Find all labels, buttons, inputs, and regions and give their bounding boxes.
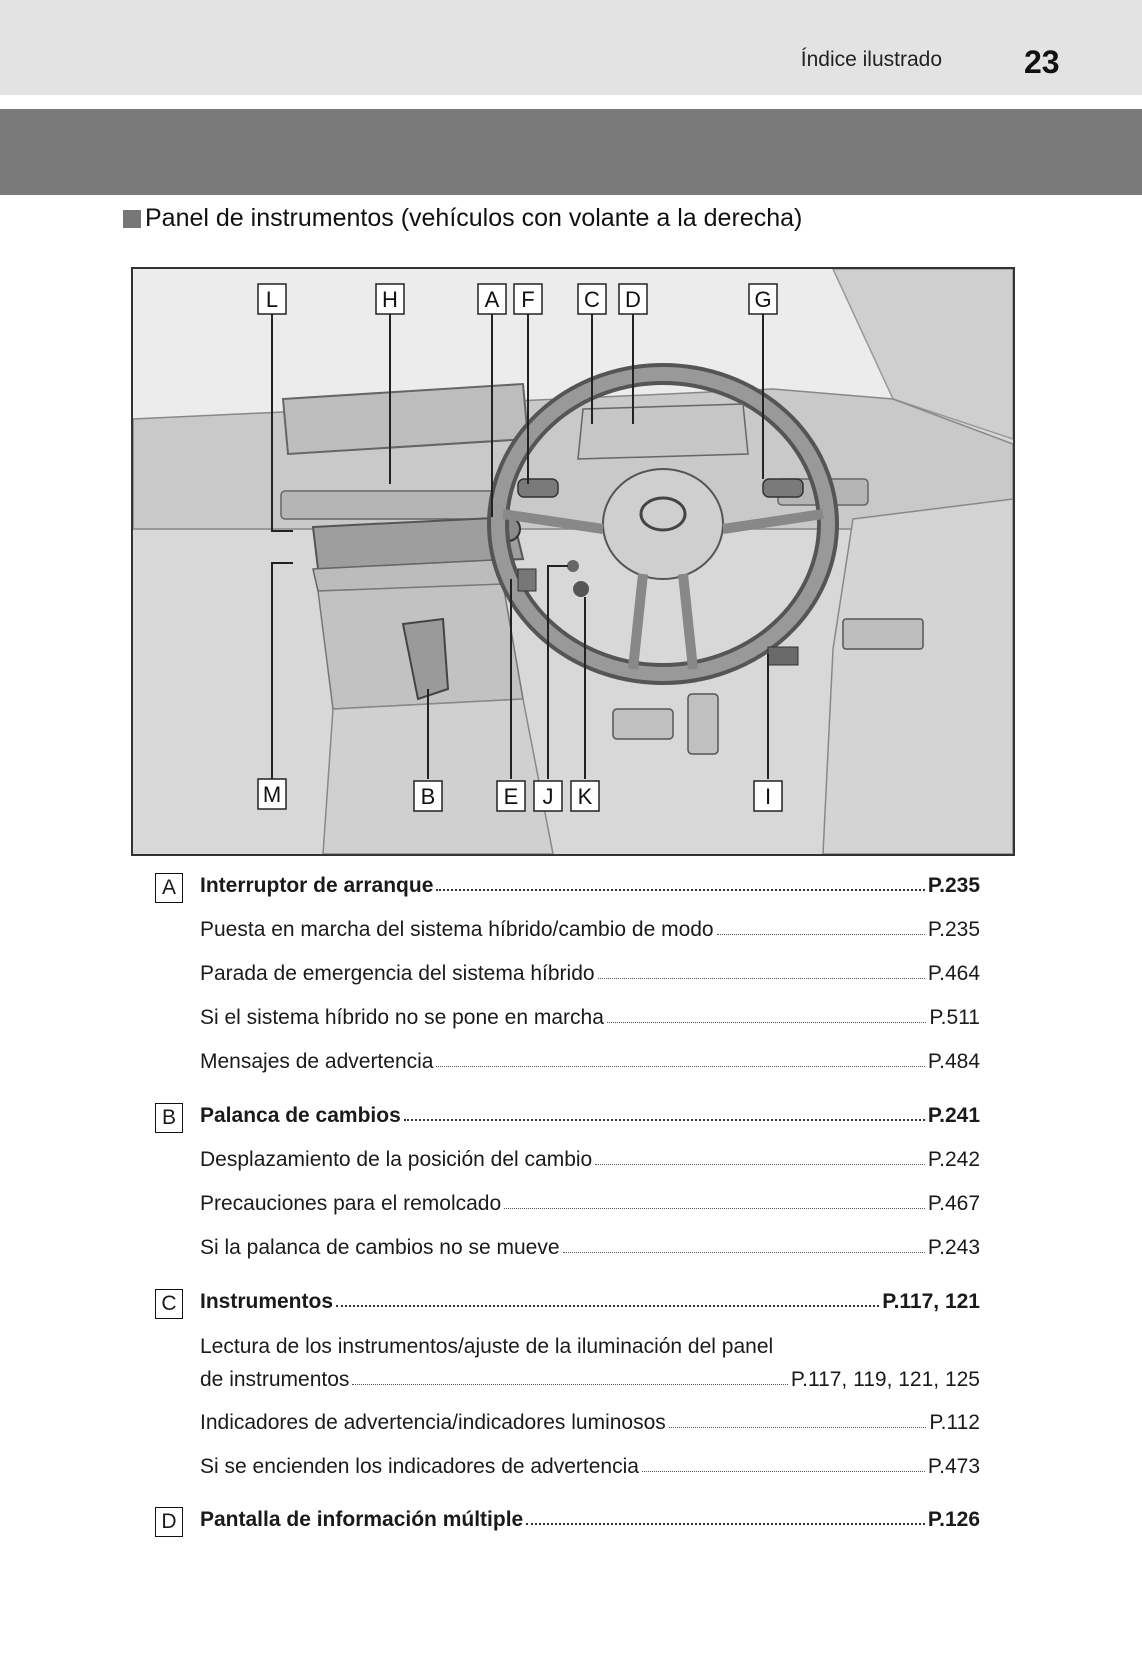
index-entry[interactable] [200,874,980,898]
dashboard-illustration [131,267,1015,856]
subentry-text-line2: de instrumentos [200,1368,350,1391]
entry-title: Instrumentos [200,1290,334,1313]
subentry-text: Indicadores de advertencia/indicadores luminosos [200,1411,666,1434]
dot-leader [607,1022,926,1023]
index-subentry[interactable] [200,1411,980,1435]
subentry-text: Si se encienden los indicadores de advertencia [200,1455,639,1478]
index-subentry[interactable] [200,1192,980,1216]
index-entry[interactable] [200,1508,980,1532]
subentry-page: P.243 [927,1236,980,1259]
subentry-text: Mensajes de advertencia [200,1050,434,1073]
subentry-page: P.117, 119, 121, 125 [790,1368,980,1391]
index-subentry[interactable] [200,918,980,942]
svg-text:M: M [262,782,282,807]
dot-leader [598,978,925,979]
subentry-text: Si el sistema híbrido no se pone en marcha [200,1006,604,1029]
dot-leader [504,1208,925,1209]
dot-leader [436,889,924,891]
svg-text:L: L [265,287,279,312]
subentry-text: Si la palanca de cambios no se mueve [200,1236,560,1259]
subentry-page: P.464 [927,962,980,985]
dot-leader [404,1119,925,1121]
index-subentry[interactable] [200,1006,980,1030]
dot-leader [526,1523,925,1525]
dot-leader [436,1066,924,1067]
label-box-A: A [155,873,183,903]
callout-H [376,284,404,314]
subentry-page: P.242 [927,1148,980,1171]
heading-text: Panel de instrumentos (vehículos con volante a la derecha) [145,204,803,232]
svg-text:D: D [625,287,641,312]
index-subentry[interactable] [200,1050,980,1074]
entry-page: P.126 [927,1508,980,1531]
subentry-page: P.112 [929,1411,980,1434]
index-subentry[interactable] [200,1335,980,1392]
svg-text:J: J [542,784,554,809]
header-band [0,0,1142,95]
label-box-D: D [155,1507,183,1537]
gray-banner [0,109,1142,195]
entry-title: Palanca de cambios [200,1104,401,1127]
dot-leader [352,1384,787,1385]
dot-leader [563,1252,925,1253]
index-entry[interactable] [200,1290,980,1314]
callout-D [619,284,647,314]
dot-leader [717,934,925,935]
label-box-C: C [155,1289,183,1319]
section-heading [123,204,802,233]
index-subentry[interactable] [200,1455,980,1479]
callout-M [258,779,286,809]
subentry-page: P.473 [927,1455,980,1478]
callout-C [578,284,606,314]
page-number: 23 [1024,44,1060,80]
section-title: Índice ilustrado [800,48,942,71]
svg-text:A: A [484,287,500,312]
label-box-B: B [155,1103,183,1133]
entry-page: P.117, 121 [882,1290,980,1313]
svg-text:F: F [521,287,535,312]
callout-G [749,284,777,314]
entry-title: Pantalla de información múltiple [200,1508,524,1531]
dot-leader [336,1305,879,1307]
subentry-page: P.235 [927,918,980,941]
callout-J [534,781,562,811]
svg-text:C: C [584,287,600,312]
entry-title: Interruptor de arranque [200,874,434,897]
entry-page: P.235 [927,874,980,897]
svg-text:H: H [382,287,398,312]
svg-text:E: E [503,784,519,809]
svg-text:K: K [577,784,593,809]
subentry-page: P.511 [929,1006,980,1029]
subentry-text: Puesta en marcha del sistema híbrido/cambio de modo [200,918,714,941]
callout-A [478,284,506,314]
dot-leader [642,1471,925,1472]
index-subentry[interactable] [200,1236,980,1260]
callout-B [414,781,442,811]
index-entry[interactable] [200,1104,980,1128]
callout-K [571,781,599,811]
svg-text:G: G [754,287,772,312]
dashboard-drawing [133,269,1013,854]
square-bullet-icon [123,210,141,228]
subentry-text-line1: Lectura de los instrumentos/ajuste de la iluminación del panel [200,1335,774,1358]
index-subentry[interactable] [200,1148,980,1172]
subentry-text: Desplazamiento de la posición del cambio [200,1148,593,1171]
subentry-text: Parada de emergencia del sistema híbrido [200,962,595,985]
callout-L [258,284,286,314]
subentry-page: P.484 [927,1050,980,1073]
subentry-text: Precauciones para el remolcado [200,1192,502,1215]
svg-text:B: B [420,784,436,809]
index-subentry[interactable] [200,962,980,986]
dot-leader [595,1164,925,1165]
svg-text:I: I [764,784,772,809]
callout-E [497,781,525,811]
entry-page: P.241 [927,1104,980,1127]
callout-F [514,284,542,314]
callout-I [754,781,782,811]
dot-leader [669,1427,927,1428]
subentry-page: P.467 [927,1192,980,1215]
